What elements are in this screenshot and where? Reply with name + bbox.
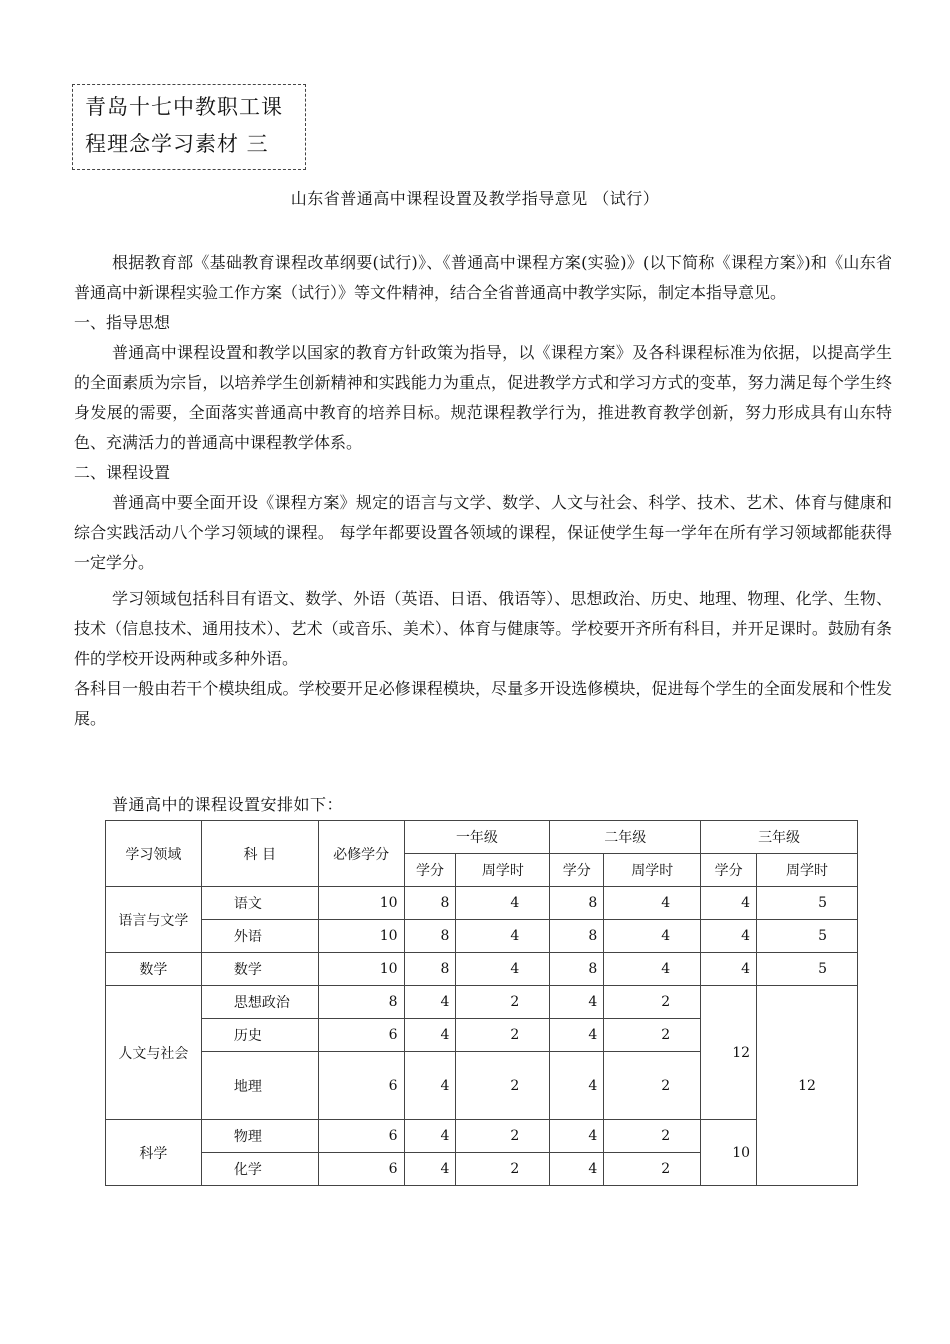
intro-paragraph: 根据教育部《基础教育课程改革纲要(试行)》、《普通高中课程方案(实验)》(以下简称《课程方案》)和《山东省普通高中新课程实验工作方案（试行）》等文件精神，结合全省普通高中教学实际，制定本指导意见。 bbox=[74, 253, 892, 302]
title-line-1: 青岛十七中教职工课 bbox=[85, 95, 283, 119]
cell-g2-credit: 8 bbox=[550, 887, 604, 920]
cell-required: 6 bbox=[318, 1019, 404, 1052]
document-heading: 山东省普通高中课程设置及教学指导意见 （试行） bbox=[290, 189, 660, 208]
cell-g1-hours: 2 bbox=[456, 986, 550, 1019]
cell-g3-hours-merged: 12 bbox=[757, 986, 858, 1186]
cell-g1-hours: 2 bbox=[456, 1019, 550, 1052]
table-caption: 普通高中的课程设置安排如下： bbox=[112, 795, 344, 814]
cell-g1-credit: 8 bbox=[404, 887, 456, 920]
cell-required: 6 bbox=[318, 1120, 404, 1153]
header-g2-credit: 学分 bbox=[550, 854, 604, 887]
cell-subject: 化学 bbox=[201, 1153, 318, 1186]
cell-subject: 地理 bbox=[201, 1052, 318, 1120]
cell-g1-credit: 8 bbox=[404, 920, 456, 953]
cell-g2-credit: 4 bbox=[550, 1052, 604, 1120]
cell-g3-hours: 5 bbox=[757, 953, 858, 986]
cell-g2-hours: 4 bbox=[604, 953, 701, 986]
document-body bbox=[74, 248, 892, 734]
cell-g1-credit: 4 bbox=[404, 1120, 456, 1153]
table-header-row bbox=[106, 821, 858, 854]
header-subject: 科 目 bbox=[201, 821, 318, 887]
table-row bbox=[106, 1120, 858, 1153]
domain-science: 科学 bbox=[106, 1120, 202, 1186]
cell-required: 6 bbox=[318, 1052, 404, 1120]
cell-g3-hours: 5 bbox=[757, 887, 858, 920]
cell-g2-hours: 2 bbox=[604, 1120, 701, 1153]
cell-subject: 外语 bbox=[201, 920, 318, 953]
header-g2-hours: 周学时 bbox=[604, 854, 701, 887]
header-g1-credit: 学分 bbox=[404, 854, 456, 887]
cell-g1-hours: 2 bbox=[456, 1052, 550, 1120]
header-grade-1: 一年级 bbox=[404, 821, 550, 854]
cell-g1-hours: 4 bbox=[456, 887, 550, 920]
header-domain: 学习领域 bbox=[106, 821, 202, 887]
section-2-body-3: 各科目一般由若干个模块组成。学校要开足必修课程模块，尽量多开设选修模块，促进每个学生的全面发展和个性发展。 bbox=[74, 679, 892, 728]
cell-required: 10 bbox=[318, 920, 404, 953]
cell-humanities-g3-credit: 12 bbox=[701, 986, 757, 1120]
section-2-body-2: 学习领域包括科目有语文、数学、外语（英语、日语、俄语等）、思想政治、历史、地理、物理、化学、生物、技术（信息技术、通用技术）、艺术（或音乐、美术）、体育与健康等。学校要开齐所有科目，并开足课时。鼓励有条件的学校开设两种或多种外语。 bbox=[74, 589, 892, 668]
cell-g1-credit: 4 bbox=[404, 1153, 456, 1186]
course-table bbox=[105, 820, 858, 1186]
table-row bbox=[106, 887, 858, 920]
cell-science-g3-credit: 10 bbox=[701, 1120, 757, 1186]
cell-subject: 数学 bbox=[201, 953, 318, 986]
cell-g1-credit: 4 bbox=[404, 1052, 456, 1120]
cell-g2-credit: 4 bbox=[550, 1120, 604, 1153]
cell-required: 6 bbox=[318, 1153, 404, 1186]
cell-g2-hours: 4 bbox=[604, 887, 701, 920]
cell-g2-hours: 2 bbox=[604, 1153, 701, 1186]
cell-subject: 思想政治 bbox=[201, 986, 318, 1019]
header-grade-3: 三年级 bbox=[701, 821, 858, 854]
cell-g1-hours: 2 bbox=[456, 1153, 550, 1186]
title-line-2: 程理念学习素材 三 bbox=[85, 132, 269, 156]
cell-g2-credit: 8 bbox=[550, 953, 604, 986]
cell-g1-credit: 8 bbox=[404, 953, 456, 986]
section-2-title: 二、课程设置 bbox=[74, 463, 171, 482]
cell-required: 10 bbox=[318, 887, 404, 920]
cell-g2-credit: 4 bbox=[550, 1019, 604, 1052]
title-box bbox=[72, 84, 306, 170]
section-1-body: 普通高中课程设置和教学以国家的教育方针政策为指导，以《课程方案》及各科课程标准为依据，以提高学生的全面素质为宗旨，以培养学生创新精神和实践能力为重点，促进教学方式和学习方式的变革，努力满足每个学生终身发展的需要，全面落实普通高中教育的培养目标。规范课程教学行为，推进教育教学创新，努力形成具有山东特色、充满活力的普通高中课程教学体系。 bbox=[74, 343, 892, 452]
cell-g1-hours: 4 bbox=[456, 953, 550, 986]
section-2-body-1: 普通高中要全面开设《课程方案》规定的语言与文学、数学、人文与社会、科学、技术、艺术、体育与健康和综合实践活动八个学习领域的课程。 每学年都要设置各领域的课程，保证使学生每一学年在所有学习领域都能获得一定学分。 bbox=[74, 493, 892, 572]
cell-g1-credit: 4 bbox=[404, 986, 456, 1019]
cell-g2-credit: 4 bbox=[550, 986, 604, 1019]
header-g3-hours: 周学时 bbox=[757, 854, 858, 887]
table-row bbox=[106, 953, 858, 986]
section-1-title: 一、指导思想 bbox=[74, 313, 171, 332]
cell-subject: 历史 bbox=[201, 1019, 318, 1052]
cell-g2-credit: 4 bbox=[550, 1153, 604, 1186]
cell-g2-hours: 2 bbox=[604, 1019, 701, 1052]
cell-g2-hours: 4 bbox=[604, 920, 701, 953]
header-grade-2: 二年级 bbox=[550, 821, 701, 854]
cell-g3-credit: 4 bbox=[701, 953, 757, 986]
cell-g1-hours: 2 bbox=[456, 1120, 550, 1153]
domain-humanities: 人文与社会 bbox=[106, 986, 202, 1120]
cell-g3-credit: 4 bbox=[701, 887, 757, 920]
cell-subject: 语文 bbox=[201, 887, 318, 920]
domain-math: 数学 bbox=[106, 953, 202, 986]
cell-g2-hours: 2 bbox=[604, 1052, 701, 1120]
header-g1-hours: 周学时 bbox=[456, 854, 550, 887]
cell-required: 10 bbox=[318, 953, 404, 986]
cell-g3-credit: 4 bbox=[701, 920, 757, 953]
cell-subject: 物理 bbox=[201, 1120, 318, 1153]
table-row bbox=[106, 986, 858, 1019]
cell-g2-credit: 8 bbox=[550, 920, 604, 953]
header-g3-credit: 学分 bbox=[701, 854, 757, 887]
cell-required: 8 bbox=[318, 986, 404, 1019]
cell-g1-hours: 4 bbox=[456, 920, 550, 953]
table-row bbox=[106, 920, 858, 953]
domain-language: 语言与文学 bbox=[106, 887, 202, 953]
cell-g3-hours: 5 bbox=[757, 920, 858, 953]
cell-g1-credit: 4 bbox=[404, 1019, 456, 1052]
cell-g2-hours: 2 bbox=[604, 986, 701, 1019]
header-required: 必修学分 bbox=[318, 821, 404, 887]
